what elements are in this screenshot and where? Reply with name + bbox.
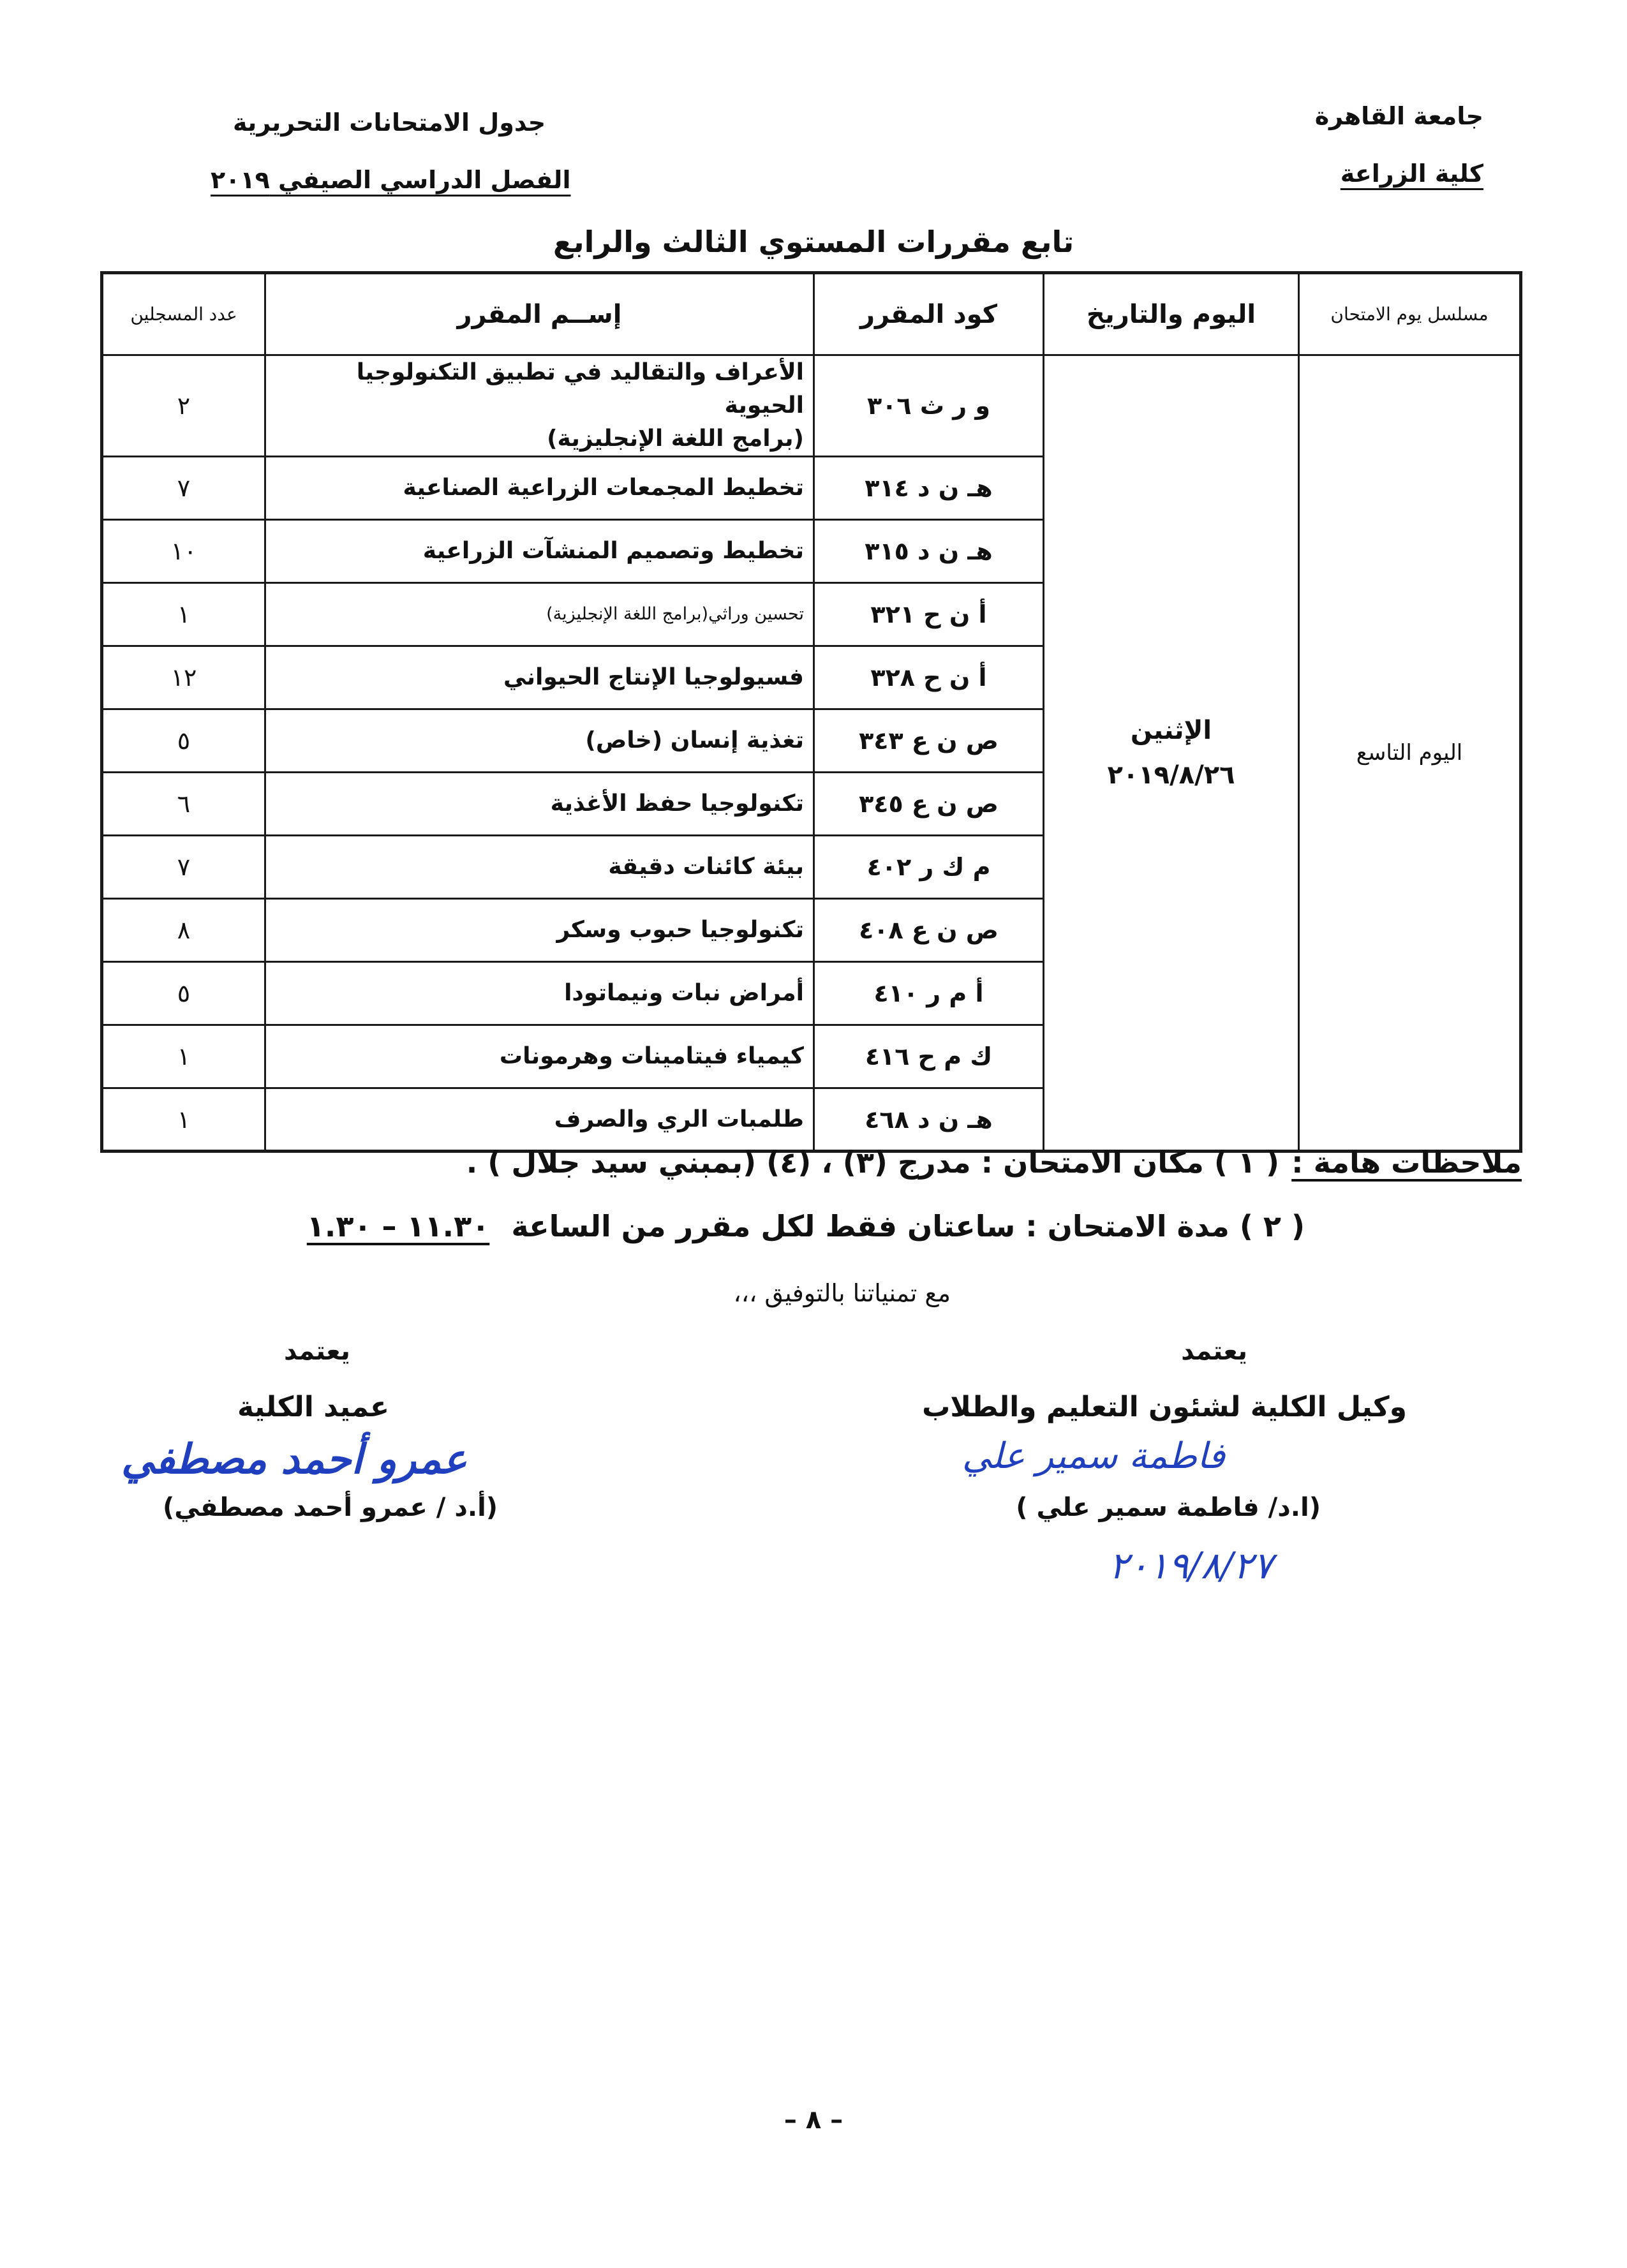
table-subtitle: تابع مقررات المستوي الثالث والرابع [553,225,1074,259]
registered-count: ١ [102,1088,265,1152]
note-exam-duration [307,1209,1305,1243]
page-number: – ٨ – [784,2105,843,2135]
header-serial: مسلسل يوم الامتحان [1299,273,1521,355]
course-name: كيمياء فيتامينات وهرمونات [265,1025,814,1088]
vice-dean-signature-date: ٢٠١٩/٨/٢٧ [1108,1544,1273,1587]
course-name: تحسين وراثي(برامج اللغة الإنجليزية) [265,583,814,646]
registered-count: ١٢ [102,646,265,709]
semester-label: الفصل الدراسي الصيفي ٢٠١٩ [211,166,571,194]
course-code: ص ن ع ٣٤٥ [814,773,1044,836]
course-name: طلمبات الري والصرف [265,1088,814,1152]
header-name: إســم المقرر [265,273,814,355]
course-name-line1: الأعراف والتقاليد في تطبيق التكنولوجيا الحيوية [356,359,804,419]
registered-count: ٨ [102,899,265,962]
dean-approves: يعتمد [284,1337,350,1366]
header-count: عدد المسجلين [102,273,265,355]
vice-dean-name: (ا.د/ فاطمة سمير علي ) [1016,1493,1321,1522]
course-code: م ك ر ٤٠٢ [814,836,1044,899]
exam-weekday: الإثنين [1130,716,1212,745]
dean-title: عميد الكلية [237,1391,390,1423]
schedule-title: جدول الامتحانات التحريرية [233,108,546,137]
course-name: تخطيط وتصميم المنشآت الزراعية [265,520,814,583]
note-duration-time: ١١.٣٠ – ١.٣٠ [306,1209,490,1243]
course-code: هـ ن د ٣١٥ [814,520,1044,583]
course-code: أ ن ح ٣٢٨ [814,646,1044,709]
closing-wish: مع تمنياتنا بالتوفيق ،،، [733,1279,951,1307]
exam-day-serial: اليوم التاسع [1299,355,1521,1152]
course-code: ك م ح ٤١٦ [814,1025,1044,1088]
note-duration-text: ( ٢ ) مدة الامتحان : ساعتان فقط لكل مقرر من الساعة [511,1209,1305,1243]
course-name: تكنولوجيا حفظ الأغذية [265,773,814,836]
course-name: فسيولوجيا الإنتاج الحيواني [265,646,814,709]
table-header-row [102,273,1521,355]
header-date: اليوم والتاريخ [1044,273,1299,355]
course-code: ص ن ع ٣٤٣ [814,709,1044,773]
course-name-line2: (برامج اللغة الإنجليزية) [547,426,804,452]
course-code: هـ ن د ٣١٤ [814,457,1044,520]
registered-count: ٧ [102,457,265,520]
course-code: و ر ث ٣٠٦ [814,355,1044,457]
registered-count: ١ [102,583,265,646]
vice-dean-title: وكيل الكلية لشئون التعليم والطلاب [922,1391,1407,1423]
registered-count: ٦ [102,773,265,836]
course-name: تكنولوجيا حبوب وسكر [265,899,814,962]
table-row [102,355,1521,457]
registered-count: ١ [102,1025,265,1088]
course-name: بيئة كائنات دقيقة [265,836,814,899]
registered-count: ٥ [102,709,265,773]
registered-count: ٥ [102,962,265,1025]
exam-day-date [1044,355,1299,1152]
course-name [265,355,814,457]
course-code: أ م ر ٤١٠ [814,962,1044,1025]
dean-name: (أ.د / عمرو أحمد مصطفي) [163,1493,498,1522]
dean-signature: عمرو أحمد مصطفي [121,1435,467,1483]
vice-dean-signature: فاطمة سمير علي [962,1435,1225,1477]
course-code: أ ن ح ٣٢١ [814,583,1044,646]
note-exam-location: ( ١ ) مكان الامتحان : مدرج (٣) ، (٤) (بمبني سيد جلال ) . [466,1145,1279,1180]
course-code: هـ ن د ٤٦٨ [814,1088,1044,1152]
exam-schedule-table [100,271,1522,1153]
course-name: تخطيط المجمعات الزراعية الصناعية [265,457,814,520]
registered-count: ٢ [102,355,265,457]
notes-label: ملاحظات هامة : [1291,1145,1522,1180]
registered-count: ٧ [102,836,265,899]
faculty-name: كلية الزراعة [1340,159,1483,188]
course-name: تغذية إنسان (خاص) [265,709,814,773]
course-code: ص ن ع ٤٠٨ [814,899,1044,962]
vice-dean-approves: يعتمد [1181,1337,1247,1366]
university-name: جامعة القاهرة [1314,102,1483,130]
course-name: أمراض نبات ونيماتودا [265,962,814,1025]
registered-count: ١٠ [102,520,265,583]
header-code: كود المقرر [814,273,1044,355]
exam-date: ٢٠١٩/٨/٢٦ [1107,760,1235,790]
